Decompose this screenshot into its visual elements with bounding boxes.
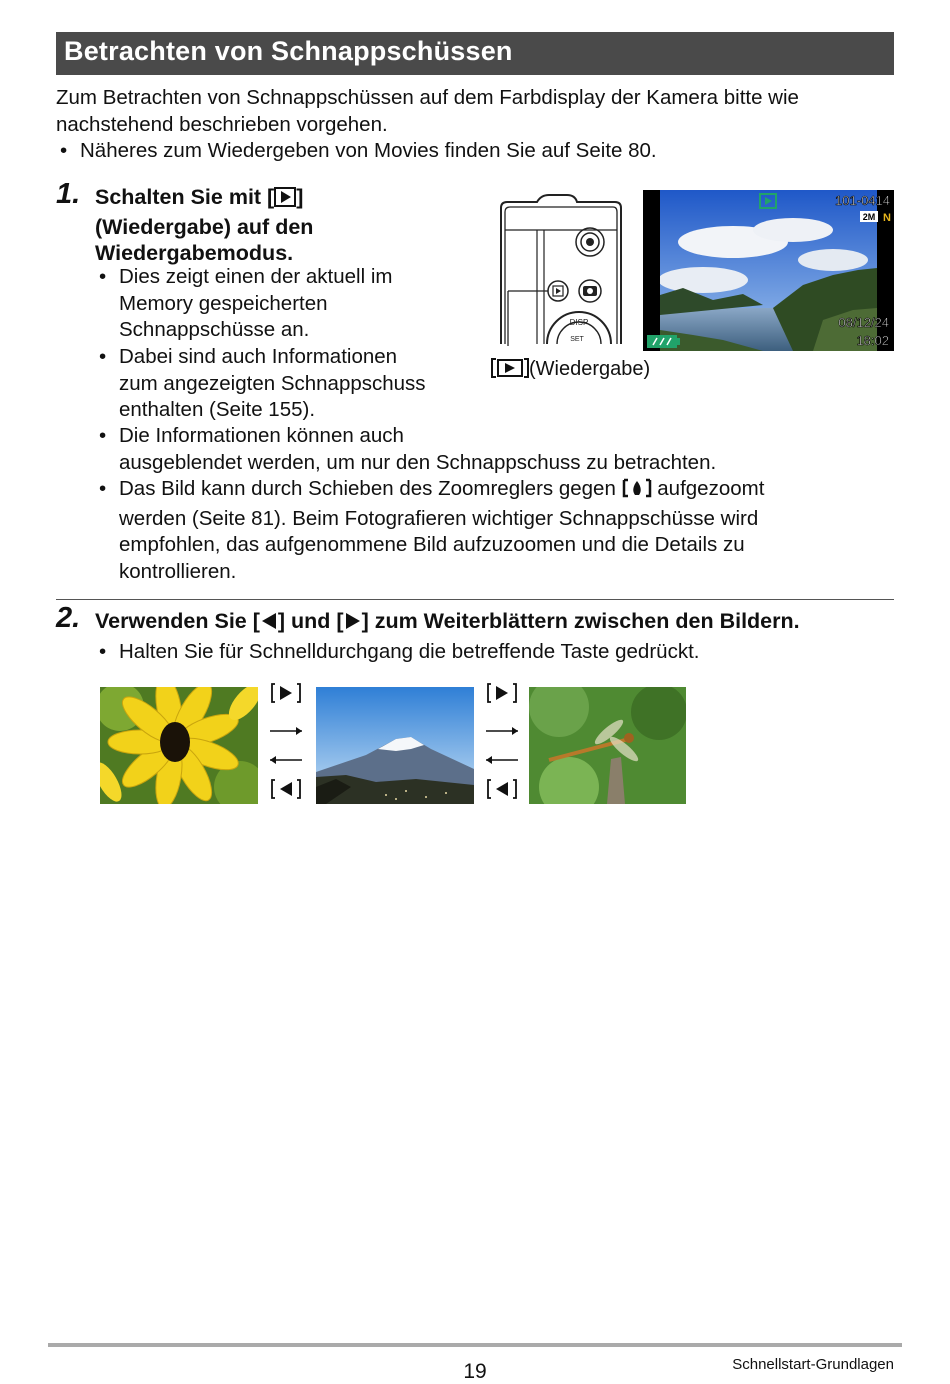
- step-1-number: 1.: [56, 178, 81, 210]
- bullet-dot: •: [99, 640, 107, 663]
- section-divider: [56, 599, 894, 600]
- bullet-dot: •: [60, 139, 68, 162]
- lcd-file-number: 101-0414: [835, 193, 890, 208]
- bullet-line: Die Informationen können auch: [119, 424, 404, 447]
- lcd-playback-screen: [643, 190, 894, 351]
- step-2-heading-part: Verwenden Sie [: [95, 609, 260, 633]
- bullet-dot: •: [99, 477, 107, 500]
- step-1-heading-line-3: Wiedergabemodus.: [95, 241, 294, 265]
- play-icon: [274, 187, 296, 214]
- intro-bullet-text: Näheres zum Wiedergeben von Movies finden Sie auf Seite 80.: [80, 139, 657, 162]
- bullet-line: kontrollieren.: [119, 559, 237, 583]
- lcd-time: 18:02: [856, 333, 889, 348]
- page-number: 19: [463, 1360, 487, 1383]
- bullet-line: Memory gespeicherten: [119, 291, 328, 315]
- bullet-line: Schnappschüsse an.: [119, 318, 310, 341]
- bullet-line: zum angezeigten Schnappschuss: [119, 371, 426, 395]
- chapter-name: Schnellstart-Grundlagen: [732, 1356, 894, 1373]
- step-1-bullet-1: [99, 264, 393, 344]
- step-2-heading: [95, 608, 800, 638]
- bullet-line: enthalten (Seite 155).: [119, 398, 316, 421]
- footer-rule: [48, 1343, 902, 1347]
- lcd-date: 08/12/24: [838, 315, 889, 330]
- left-arrow-icon: [260, 611, 278, 638]
- right-arrow-icon: [344, 611, 362, 638]
- step-2-bullet-text: Halten Sie für Schnelldurchgang die betreffende Taste gedrückt.: [119, 640, 700, 663]
- bullet-line: Das Bild kann durch Schieben des Zoomreglers gegen: [119, 477, 616, 500]
- zoom-telephoto-icon: [622, 478, 652, 506]
- photo-mountain: [316, 687, 474, 804]
- camera-play-label: [491, 356, 650, 386]
- navigation-arrows-2: [484, 681, 524, 807]
- step-1-bullet-4: [99, 476, 765, 585]
- bullet-line: Dabei sind auch Informationen: [119, 345, 398, 368]
- photo-dragonfly: [529, 687, 686, 804]
- camera-set-label: SET: [570, 336, 584, 343]
- lcd-size-badge: 2M: [862, 212, 876, 222]
- step-1-heading-line-2: (Wiedergabe) auf den: [95, 214, 314, 239]
- intro-line-2: nachstehend beschrieben vorgehen.: [56, 113, 388, 136]
- bullet-dot: •: [99, 345, 107, 368]
- step-2-heading-part: ] und [: [277, 609, 344, 633]
- bullet-line: empfohlen, das aufgenommene Bild aufzuzoomen und die Details zu: [119, 533, 745, 556]
- bullet-dot: •: [99, 424, 107, 447]
- step-1-heading-part: Schalten Sie mit [: [95, 185, 275, 209]
- camera-play-label-text: (Wiedergabe): [529, 358, 651, 380]
- step-2-number: 2.: [56, 602, 81, 634]
- bullet-line: werden (Seite 81). Beim Fotografieren wichtiger Schnappschüsse wird: [119, 506, 759, 530]
- camera-disp-label: DISP: [569, 318, 589, 327]
- bullet-line: aufgezoomt: [657, 477, 765, 500]
- step-1-heading-part: ]: [296, 185, 304, 209]
- bullet-dot: •: [99, 265, 107, 288]
- step-1-heading: [95, 184, 313, 267]
- camera-back-illustration: [497, 194, 627, 346]
- bullet-line: ausgeblendet werden, um nur den Schnappschuss zu betrachten.: [119, 450, 717, 474]
- lcd-quality-badge: N: [883, 212, 891, 224]
- step-2-heading-part: ] zum Weiterblättern zwischen den Bildern.: [361, 609, 800, 633]
- intro-line-1: Zum Betrachten von Schnappschüssen auf dem Farbdisplay der Kamera bitte wie: [56, 86, 799, 109]
- step-2-bullet: [99, 639, 700, 666]
- bullet-line: Dies zeigt einen der aktuell im: [119, 265, 393, 288]
- photo-flower: [100, 687, 258, 804]
- step-1-bullet-3: [99, 423, 717, 476]
- step-1-bullet-2: [99, 344, 426, 424]
- play-icon: [491, 358, 529, 386]
- section-title: Betrachten von Schnappschüssen: [64, 36, 513, 66]
- navigation-arrows-1: [268, 681, 308, 807]
- intro-bullet: [60, 138, 657, 165]
